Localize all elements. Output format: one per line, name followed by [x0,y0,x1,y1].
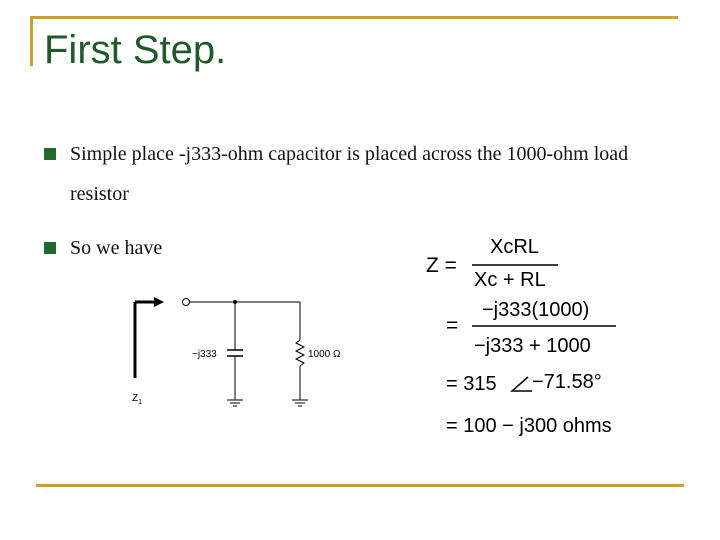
bullet-text-2: So we have [70,237,163,259]
slide-title: First Step. [44,28,227,72]
top-rule [30,16,678,19]
terminal [183,299,190,306]
res-label: 1000 Ω [308,349,341,360]
circuit-diagram [120,288,360,418]
eq-den-2: −j333 + 1000 [474,335,591,357]
eq-equals-2: = [446,314,459,337]
z-arrow-head [154,297,164,307]
resistor-zigzag [296,340,304,366]
eq-line4: = 100 − j300 ohms [446,415,612,437]
bullet-marker-1 [44,148,56,160]
bottom-rule [36,484,684,487]
eq-line3-mag: = 315 [446,373,497,395]
angle-symbol [512,377,532,391]
bullet-text-1: Simple place -j333-ohm capacitor is placed across the 1000-ohm load resistor [70,143,629,205]
eq-lhs: Z = [426,254,457,277]
bullet-marker-2 [44,242,56,254]
equation-block [420,228,660,443]
z-label: $Z_1$ [132,393,143,406]
eq-num-1: XcRL [490,236,539,258]
cap-label: −j333 [192,349,217,360]
eq-den-1: Xc + RL [474,269,546,291]
left-rule [30,16,33,66]
eq-line3-angle: −71.58° [532,371,602,393]
eq-num-2: −j333(1000) [482,299,590,321]
